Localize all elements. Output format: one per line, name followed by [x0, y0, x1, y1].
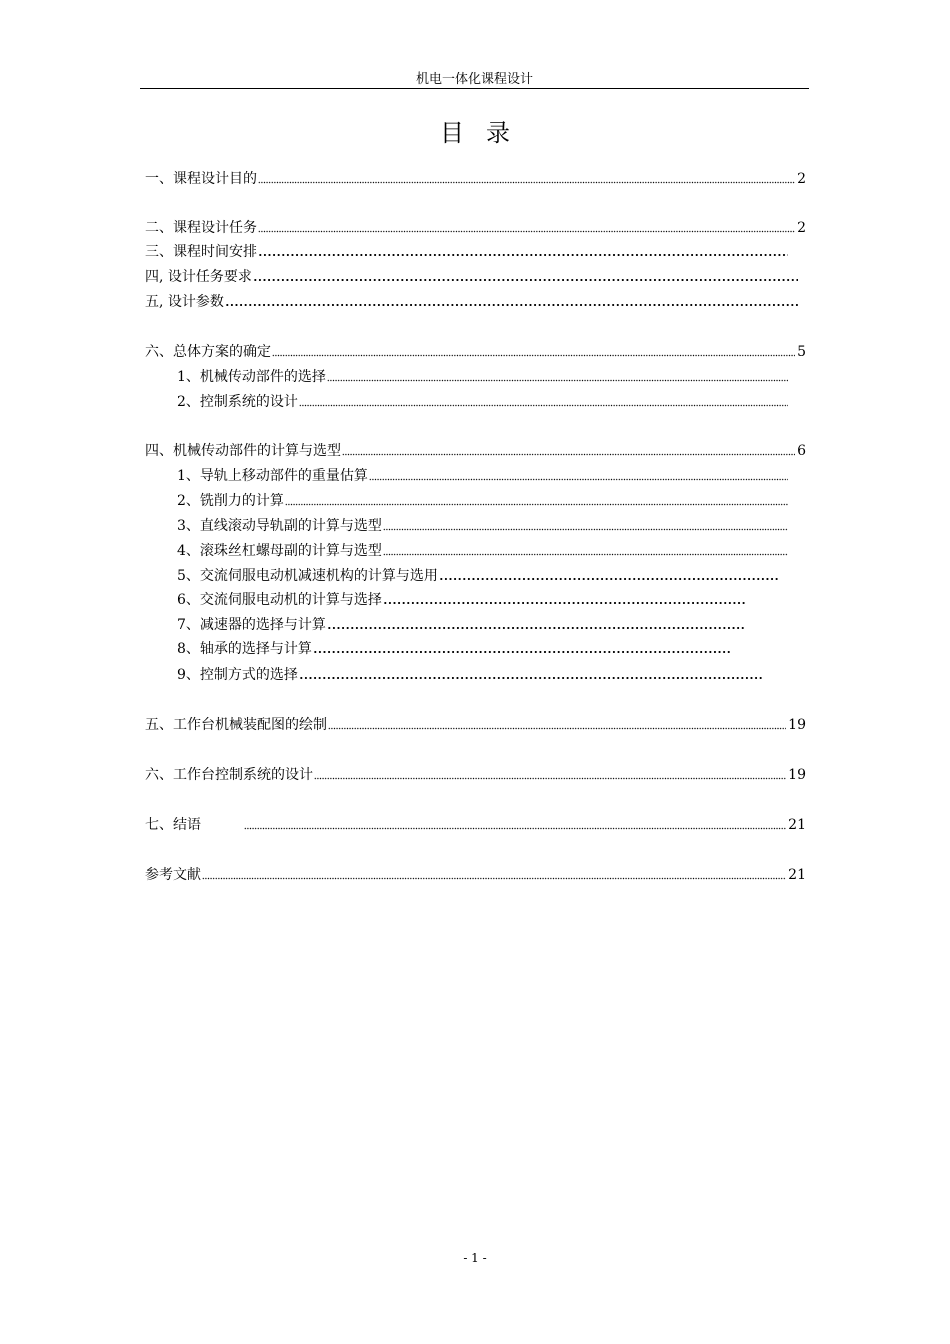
toc-entry-label: 3、直线滚动导轨副的计算与选型	[177, 518, 382, 534]
dot-leader	[342, 451, 795, 457]
toc-entry-11[interactable]	[145, 864, 806, 886]
toc-entry-label: 5、交流伺服电动机减速机构的计算与选用	[177, 568, 438, 584]
toc-entry-page: 6	[797, 443, 806, 459]
dot-leader	[299, 675, 764, 681]
toc-entry-7-1[interactable]	[177, 465, 798, 487]
toc-entry-7-5[interactable]	[177, 565, 790, 587]
toc-entry-6-1[interactable]	[177, 366, 798, 388]
toc-entry-label: 2、铣削力的计算	[177, 493, 284, 509]
toc-entry-page: 19	[788, 767, 806, 783]
toc-entry-label: 7、减速器的选择与计算	[177, 617, 326, 633]
toc-entry-label: 五, 设计参数	[145, 294, 224, 310]
dot-leader	[383, 600, 746, 606]
toc-entry-7-8[interactable]	[177, 638, 740, 660]
toc-entry-label: 五、工作台机械装配图的绘制	[145, 717, 327, 733]
toc-entry-page: 2	[797, 171, 806, 187]
toc-entry-7-9[interactable]	[177, 664, 774, 686]
toc-entry-5[interactable]	[145, 291, 808, 313]
dot-leader	[327, 625, 746, 631]
toc-entry-7-2[interactable]	[177, 490, 798, 512]
dot-leader	[258, 228, 795, 234]
toc-entry-label: 9、控制方式的选择	[177, 667, 298, 683]
toc-entry-7-6[interactable]	[177, 589, 756, 611]
toc-entry-page: 21	[788, 867, 806, 883]
page-number: - 1 -	[463, 1251, 487, 1265]
dot-leader	[369, 476, 788, 482]
dot-leader	[383, 526, 788, 532]
toc-entry-label: 二、课程设计任务	[145, 220, 257, 236]
dot-leader	[258, 179, 795, 185]
dot-leader	[328, 725, 786, 731]
toc-entry-page: 21	[788, 817, 806, 833]
dot-leader	[285, 501, 788, 507]
toc-entry-label: 6、交流伺服电动机的计算与选择	[177, 592, 382, 608]
running-header: 机电一体化课程设计	[415, 72, 533, 87]
dot-leader	[253, 277, 798, 283]
toc-entry-6-2[interactable]	[177, 391, 798, 413]
toc-entry-page: 19	[788, 717, 806, 733]
toc-entry-4[interactable]	[145, 266, 808, 288]
toc-entry-7-4[interactable]	[177, 540, 798, 562]
toc-entry-1[interactable]	[145, 168, 806, 190]
toc-entry-7-7[interactable]	[177, 614, 756, 636]
toc-entry-label: 六、总体方案的确定	[145, 344, 271, 360]
toc-entry-6[interactable]	[145, 341, 806, 363]
toc-entry-7-3[interactable]	[177, 515, 798, 537]
toc-entry-2[interactable]	[145, 217, 806, 239]
dot-leader	[225, 302, 798, 308]
toc-entry-label: 8、轴承的选择与计算	[177, 641, 312, 657]
dot-leader	[383, 551, 788, 557]
dot-leader	[272, 352, 795, 358]
dot-leader	[313, 649, 730, 655]
dot-leader	[327, 377, 788, 383]
toc-entry-label: 参考文献	[145, 867, 201, 883]
toc-entry-label: 三、课程时间安排	[145, 244, 257, 260]
dot-leader	[202, 875, 786, 881]
toc-entry-10[interactable]	[145, 814, 806, 836]
toc-entry-label: 一、课程设计目的	[145, 171, 257, 187]
dot-leader	[299, 402, 788, 408]
toc-entry-8[interactable]	[145, 714, 806, 736]
toc-entry-label: 1、机械传动部件的选择	[177, 369, 326, 385]
toc-entry-9[interactable]	[145, 764, 806, 786]
toc-title: 目录	[440, 119, 532, 147]
dot-leader	[439, 576, 780, 582]
toc-entry-page: 2	[797, 220, 806, 236]
toc-entry-label: 四、机械传动部件的计算与选型	[145, 443, 341, 459]
toc-entry-3[interactable]	[145, 241, 798, 263]
toc-entry-label: 2、控制系统的设计	[177, 394, 298, 410]
dot-leader	[244, 825, 786, 831]
toc-entry-label: 六、工作台控制系统的设计	[145, 767, 313, 783]
toc-entry-page: 5	[797, 344, 806, 360]
toc-entry-label: 四, 设计任务要求	[145, 269, 252, 285]
toc-entry-label: 4、滚珠丝杠螺母副的计算与选型	[177, 543, 382, 559]
dot-leader	[258, 252, 788, 258]
dot-leader	[314, 775, 786, 781]
toc-entry-7[interactable]	[145, 440, 806, 462]
toc-entry-label: 1、导轨上移动部件的重量估算	[177, 468, 368, 484]
toc-entry-label: 七、结语	[145, 817, 201, 833]
